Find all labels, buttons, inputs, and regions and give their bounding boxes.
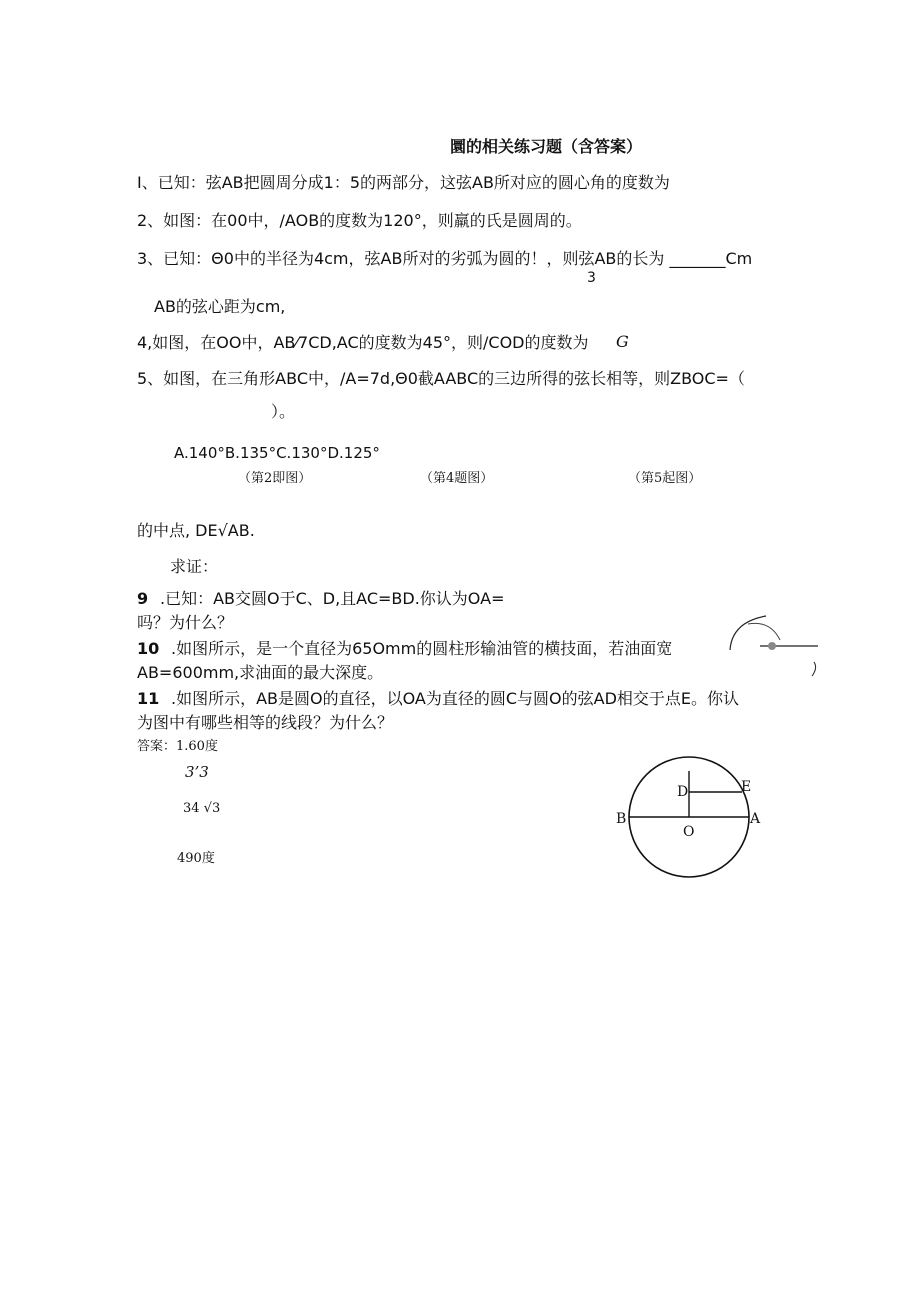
label-e: E [741, 779, 752, 795]
figure-2-caption: （第2即图） [238, 471, 312, 486]
figure-4-caption: （第4题图） [420, 471, 494, 486]
question-2: 2、如图：在00中，/AOB的度数为120°，则羸的氏是圆周的。 [137, 211, 582, 230]
page-title: 圜的相关练习题（含答案） [450, 137, 643, 156]
question-5-options: A.140°B.135°C.130°D.125° [174, 444, 380, 462]
arc-fragment-diagram [718, 610, 828, 680]
question-3: 3、已知：Θ0中的半径为4cm，弦AB所对的劣弧为圆的！，则弦AB的长为 _______Cm [137, 249, 753, 268]
question-10-text-2: AB=600mm,求油面的最大深度。 [137, 663, 384, 682]
proof-given: 的中点, DE√AB. [137, 521, 255, 540]
question-10-text: .如图所示，是一个直径为65Omm的圆柱形输油管的横技面，若油面宽 [171, 639, 673, 658]
question-5: 5、如图，在三角形ABC中，/A=7d,Θ0截AABC的三边所得的弦长相等，则ZBOC=（ [137, 369, 745, 388]
label-d: D [677, 784, 689, 800]
answer-2: 3’3 [185, 763, 209, 781]
question-9-text-2: 吗？为什么？ [137, 613, 234, 632]
question-9-number: 9 [137, 589, 149, 608]
label-o: O [683, 824, 695, 840]
question-9-text: .已知：AB交圆O于C、D,且AC=BD.你认为OA= [160, 589, 505, 608]
question-10-number: 10 [137, 639, 160, 658]
figure-5-caption: （第5起图） [628, 471, 702, 486]
circle-diagram [612, 752, 767, 880]
question-1: I、已知：弦AB把圆周分成1：5的两部分，这弦AB所对应的圆心角的度数为 [137, 173, 670, 192]
answer-4: 490度 [177, 851, 215, 866]
label-b: B [616, 811, 627, 827]
question-11-number: 11 [137, 689, 160, 708]
question-3-line2: AB的弦心距为cm, [154, 297, 286, 316]
question-11-text: .如图所示，AB是圆O的直径，以OA为直径的圆C与圆O的弦AD相交于点E。你认 [171, 689, 740, 708]
answer-3: 34 √3 [183, 801, 221, 816]
question-4: 4,如图，在OO中，AB⁄7CD,AC的度数为45°，则/COD的度数为 [137, 333, 589, 352]
question-5-close: ）。 [271, 402, 296, 421]
proof-prove: 求证： [170, 557, 219, 576]
question-3-denominator: 3 [587, 270, 596, 286]
question-11-text-2: 为图中有哪些相等的线段？为什么？ [137, 713, 394, 732]
question-4-mark: G [616, 332, 629, 351]
label-a: A [750, 811, 761, 827]
answers-label: 答案：1.60度 [137, 739, 218, 754]
